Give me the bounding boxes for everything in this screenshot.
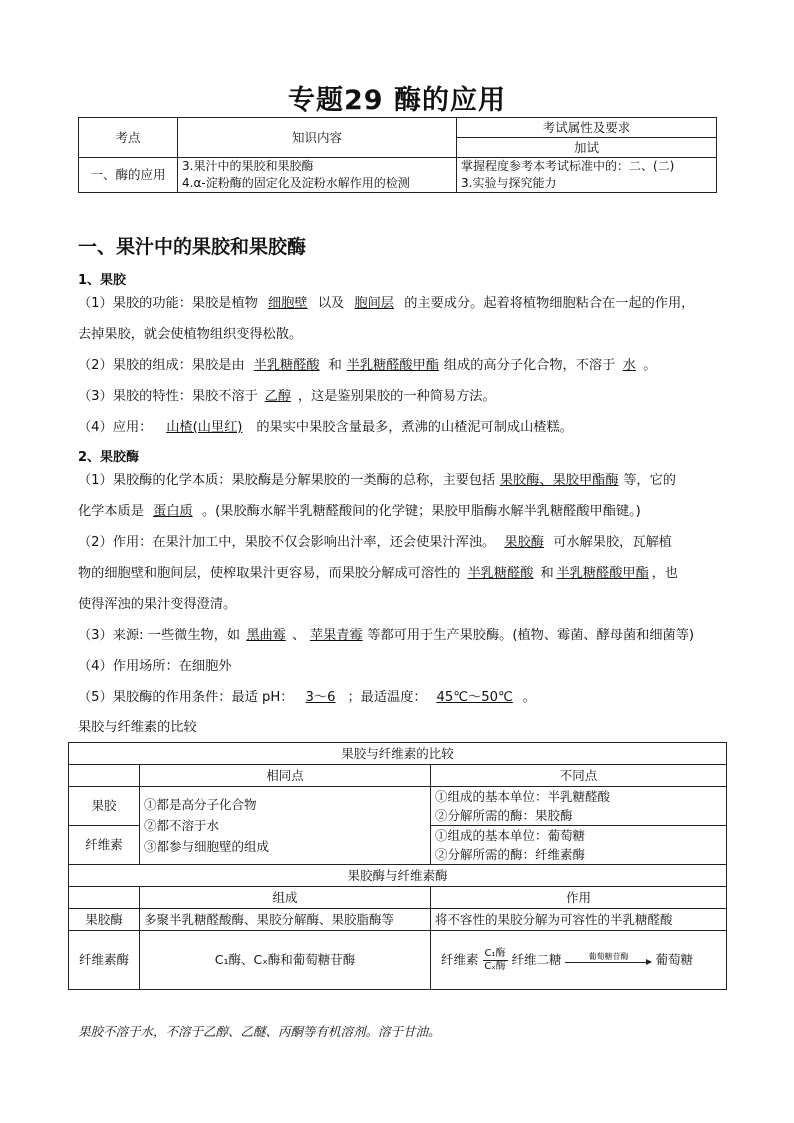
enzyme-compare-header: 果胶酶与纤维素酶 [69, 865, 727, 887]
same-2: ②都不溶于水 [144, 818, 220, 833]
enzyme-fraction: $\frac{\text{C₁酶}}{\text{Cₓ酶}}$ [484, 947, 506, 972]
pectin-diff-2: ②分解所需的酶：果胶酶 [435, 808, 573, 823]
requirement-line-1: 掌握程度参考本考试标准中的：二、(二) [461, 159, 675, 173]
row-pectinase: 果胶酶 [69, 909, 140, 931]
same-1: ①都是高分子化合物 [144, 797, 257, 812]
row-kaodian: 一、酶的应用 [79, 158, 178, 193]
page-title: 专题29 酶的应用 [288, 85, 506, 116]
header-kaodian: 考点 [79, 118, 178, 158]
pectin-cellulose-comparison-table [68, 742, 727, 990]
pectin-composition-para: （2）果胶的组成：果胶是由 半乳糖醛酸 和 半乳糖醛酸甲酯 组成的高分子化合物，不溶于 水 。 [78, 358, 657, 373]
row-cellulose: 纤维素 [69, 826, 140, 865]
requirement-line-2: 3.实验与探究能力 [461, 176, 557, 190]
action-header: 作用 [431, 887, 727, 909]
composition-header: 组成 [140, 887, 431, 909]
pectin-diff-1: ①组成的基本单位：半乳糖醛酸 [435, 789, 611, 804]
subheading-pectinase: 2、果胶酶 [78, 450, 140, 465]
pectinase-action: 将不容性的果胶分解为可容性的半乳糖醛酸 [431, 909, 727, 931]
cellulase-action-diagram: 纤维素 $\frac{\text{C₁酶}}{\text{Cₓ酶}}$ 纤维二糖 葡萄糖苷酶 葡萄糖 [431, 931, 727, 990]
cellulase-composition: C₁酶、Cₓ酶和葡萄糖苷酶 [140, 931, 431, 990]
header-jiashi: 加试 [457, 138, 717, 158]
pectinase-site-para: （4）作用场所：在细胞外 [78, 659, 232, 674]
section-heading: 一、果汁中的果胶和果胶酶 [78, 236, 307, 258]
exam-standards-table [78, 117, 717, 193]
pectin-application-para: （4）应用： 山楂(山里红) 的果实中果胶含量最多，煮沸的山楂泥可制成山楂糕。 [78, 420, 573, 435]
knowledge-item-4: 4.α-淀粉酶的固定化及淀粉水解作用的检测 [182, 176, 410, 190]
pectinase-function-para: （2）作用：在果汁加工中，果胶不仅会影响出汁率，还会使果汁浑浊。 果胶酶 可水解果胶，瓦解植 物的细胞壁和胞间层，使榨取果汁更容易，而果胶分解成可溶性的 半乳糖醛酸 和 半乳糖醛酸甲酯 ，也 使得浑浊的果汁变得澄清。 [78, 535, 678, 612]
subheading-pectin: 1、果胶 [78, 273, 127, 288]
pectin-function-para: （1）果胶的功能：果胶是植物 细胞壁 以及 胞间层 的主要成分。起着将植物细胞粘合在一起的作用， 去掉果胶，就会使植物组织变得松散。 [78, 296, 695, 342]
diff-header: 不同点 [431, 765, 727, 787]
pectinase-conditions-para: （5）果胶酶的作用条件：最适 pH： 3～6 ；最适温度： 45℃～50℃ 。 [78, 690, 536, 705]
pectin-property-para: （3）果胶的特性：果胶不溶于 乙醇 ，这是鉴别果胶的一种简易方法。 [78, 389, 496, 404]
reaction-arrow: 葡萄糖苷酶 [565, 952, 651, 969]
same-header: 相同点 [140, 765, 431, 787]
compare-header: 果胶与纤维素的比较 [69, 743, 727, 765]
cellulose-diff-2: ②分解所需的酶：纤维素酶 [435, 847, 586, 862]
row-cellulase: 纤维素酶 [69, 931, 140, 990]
comparison-caption: 果胶与纤维素的比较 [78, 720, 197, 735]
knowledge-item-3: 3.果汁中的果胶和果胶酶 [182, 159, 314, 173]
header-exam-attr: 考试属性及要求 [457, 118, 717, 138]
pectinase-source-para: （3）来源: 一些微生物，如 黑曲霉 、 苹果青霉 等都可用于生产果胶酶。(植物、霉菌、酵母菌和细菌等) [78, 628, 695, 643]
header-knowledge: 知识内容 [178, 118, 457, 158]
same-3: ③都参与细胞壁的组成 [144, 839, 270, 854]
handwritten-note: 果胶不溶于水，不溶于乙醇、乙醚、丙酮等有机溶剂。溶于甘油。 [78, 1024, 441, 1039]
row-pectin: 果胶 [69, 787, 140, 826]
pectinase-composition: 多聚半乳糖醛酸酶、果胶分解酶、果胶脂酶等 [140, 909, 431, 931]
cellulose-diff-1: ①组成的基本单位：葡萄糖 [435, 828, 586, 843]
pectinase-nature-para: （1）果胶酶的化学本质：果胶酶是分解果胶的一类酶的总称，主要包括 果胶酶、果胶甲酯酶 等，它的 化学本质是 蛋白质 。(果胶酶水解半乳糖醛酸间的化学键；果胶甲脂酶水解半乳糖醛酸甲酯键。) [78, 473, 676, 519]
